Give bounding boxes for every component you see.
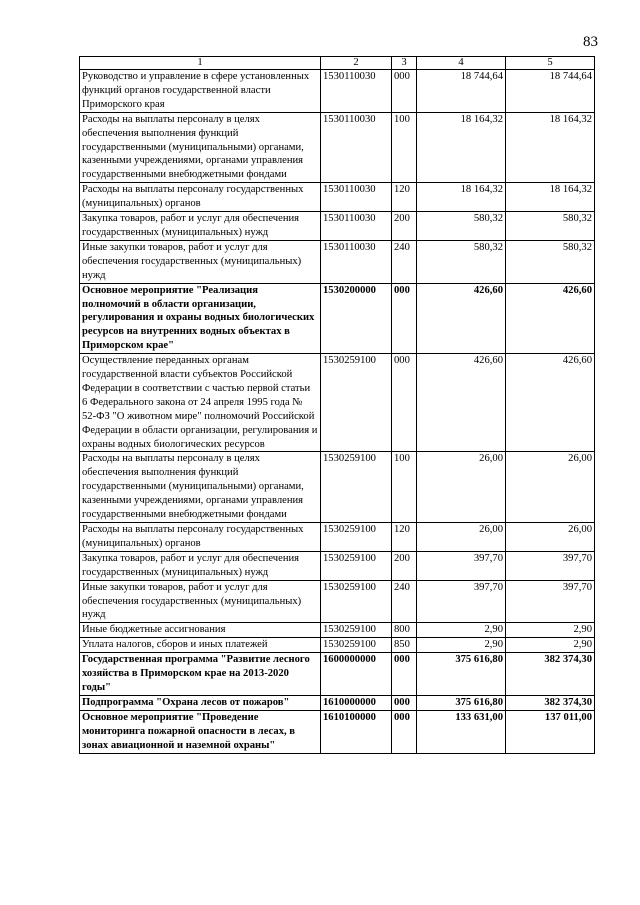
table-row (80, 551, 595, 580)
table-row (80, 240, 595, 283)
row-type-cell: 100 (392, 112, 417, 183)
row-type-cell: 000 (392, 283, 417, 354)
row-name-cell: Иные закупки товаров, работ и услуг для обеспечения государственных (муниципальных) нужд (80, 240, 321, 283)
row-code-cell: 1530259100 (321, 523, 392, 552)
row-code-cell: 1530259100 (321, 638, 392, 653)
table-row (80, 710, 595, 753)
row-code-cell: 1530110030 (321, 112, 392, 183)
row-value-2019-cell: 397,70 (417, 551, 506, 580)
row-value-2019-cell: 426,60 (417, 354, 506, 452)
row-value-2019-cell: 18 164,32 (417, 183, 506, 212)
row-value-2020-cell: 382 374,30 (506, 653, 595, 696)
row-name-cell: Иные закупки товаров, работ и услуг для обеспечения государственных (муниципальных) нужд (80, 580, 321, 623)
table-row (80, 452, 595, 523)
row-value-2019-cell: 2,90 (417, 638, 506, 653)
row-value-2019-cell: 18 164,32 (417, 112, 506, 183)
row-value-2020-cell: 397,70 (506, 551, 595, 580)
table-row (80, 653, 595, 696)
row-type-cell: 800 (392, 623, 417, 638)
row-value-2019-cell: 580,32 (417, 212, 506, 241)
row-code-cell: 1530110030 (321, 183, 392, 212)
row-value-2019-cell: 18 744,64 (417, 70, 506, 113)
row-type-cell: 000 (392, 710, 417, 753)
row-type-cell: 000 (392, 695, 417, 710)
header-cell: 2 (321, 57, 392, 70)
page-number: 83 (583, 34, 598, 50)
header-cell: 3 (392, 57, 417, 70)
row-value-2020-cell: 18 164,32 (506, 183, 595, 212)
row-type-cell: 120 (392, 523, 417, 552)
row-type-cell: 240 (392, 580, 417, 623)
table-row (80, 354, 595, 452)
row-value-2020-cell: 426,60 (506, 354, 595, 452)
row-code-cell: 1530110030 (321, 70, 392, 113)
row-name-cell: Расходы на выплаты персоналу государственных (муниципальных) органов (80, 183, 321, 212)
row-value-2020-cell: 18 744,64 (506, 70, 595, 113)
row-code-cell: 1530110030 (321, 212, 392, 241)
row-name-cell: Подпрограмма "Охрана лесов от пожаров" (80, 695, 321, 710)
table-row (80, 183, 595, 212)
table-header-row (80, 57, 595, 70)
row-code-cell: 1530110030 (321, 240, 392, 283)
row-type-cell: 850 (392, 638, 417, 653)
row-value-2019-cell: 26,00 (417, 523, 506, 552)
table-row (80, 70, 595, 113)
row-value-2020-cell: 2,90 (506, 638, 595, 653)
row-code-cell: 1530259100 (321, 551, 392, 580)
table-row (80, 112, 595, 183)
row-value-2020-cell: 382 374,30 (506, 695, 595, 710)
row-value-2019-cell: 26,00 (417, 452, 506, 523)
table-row (80, 523, 595, 552)
row-value-2020-cell: 26,00 (506, 452, 595, 523)
row-name-cell: Расходы на выплаты персоналу в целях обеспечения выполнения функций государственными (муниципальными) органами, казенными учреждениями, органами управления государственными внебюджетными фондами (80, 452, 321, 523)
row-value-2020-cell: 426,60 (506, 283, 595, 354)
table-row (80, 695, 595, 710)
row-name-cell: Уплата налогов, сборов и иных платежей (80, 638, 321, 653)
row-code-cell: 1600000000 (321, 653, 392, 696)
row-value-2019-cell: 397,70 (417, 580, 506, 623)
row-code-cell: 1530259100 (321, 452, 392, 523)
table-row (80, 283, 595, 354)
row-name-cell: Руководство и управление в сфере установленных функций органов государственной власти Приморского края (80, 70, 321, 113)
row-value-2019-cell: 375 616,80 (417, 695, 506, 710)
row-value-2019-cell: 133 631,00 (417, 710, 506, 753)
row-name-cell: Основное мероприятие "Реализация полномочий в области организации, регулирования и охраны водных биологических ресурсов на внутренних водных объектах в Приморском крае" (80, 283, 321, 354)
row-name-cell: Иные бюджетные ассигнования (80, 623, 321, 638)
row-type-cell: 200 (392, 551, 417, 580)
row-name-cell: Осуществление переданных органам государственной власти субъектов Российской Федерации в соответствии с частью первой статьи 6 Федерального закона от 24 апреля 1995 года № 52-ФЗ "О животном мире" полномочий Российской Федерации в области организации, регулирования и охраны водных биологических ресурсов (80, 354, 321, 452)
header-cell: 1 (80, 57, 321, 70)
budget-table (79, 56, 595, 754)
row-value-2020-cell: 397,70 (506, 580, 595, 623)
header-cell: 4 (417, 57, 506, 70)
row-code-cell: 1530259100 (321, 623, 392, 638)
row-name-cell: Закупка товаров, работ и услуг для обеспечения государственных (муниципальных) нужд (80, 551, 321, 580)
row-value-2020-cell: 580,32 (506, 240, 595, 283)
row-value-2019-cell: 2,90 (417, 623, 506, 638)
row-code-cell: 1610100000 (321, 710, 392, 753)
table-body (80, 70, 595, 754)
row-value-2020-cell: 26,00 (506, 523, 595, 552)
row-name-cell: Закупка товаров, работ и услуг для обеспечения государственных (муниципальных) нужд (80, 212, 321, 241)
row-type-cell: 000 (392, 70, 417, 113)
row-value-2020-cell: 2,90 (506, 623, 595, 638)
table-row (80, 212, 595, 241)
row-type-cell: 240 (392, 240, 417, 283)
row-code-cell: 1530200000 (321, 283, 392, 354)
row-value-2020-cell: 137 011,00 (506, 710, 595, 753)
row-code-cell: 1530259100 (321, 580, 392, 623)
row-code-cell: 1610000000 (321, 695, 392, 710)
table-row (80, 638, 595, 653)
row-type-cell: 120 (392, 183, 417, 212)
row-type-cell: 200 (392, 212, 417, 241)
row-type-cell: 000 (392, 354, 417, 452)
row-name-cell: Расходы на выплаты персоналу государственных (муниципальных) органов (80, 523, 321, 552)
row-name-cell: Основное мероприятие "Проведение мониторинга пожарной опасности в лесах, в зонах авиационной и наземной охраны" (80, 710, 321, 753)
row-value-2019-cell: 426,60 (417, 283, 506, 354)
row-code-cell: 1530259100 (321, 354, 392, 452)
row-value-2020-cell: 18 164,32 (506, 112, 595, 183)
table-row (80, 580, 595, 623)
row-value-2019-cell: 375 616,80 (417, 653, 506, 696)
row-name-cell: Расходы на выплаты персоналу в целях обеспечения выполнения функций государственными (муниципальными) органами, казенными учреждениями, органами управления государственными внебюджетными фондами (80, 112, 321, 183)
table-row (80, 623, 595, 638)
row-value-2020-cell: 580,32 (506, 212, 595, 241)
row-type-cell: 100 (392, 452, 417, 523)
header-cell: 5 (506, 57, 595, 70)
row-name-cell: Государственная программа "Развитие лесного хозяйства в Приморском крае на 2013-2020 годы" (80, 653, 321, 696)
row-value-2019-cell: 580,32 (417, 240, 506, 283)
row-type-cell: 000 (392, 653, 417, 696)
